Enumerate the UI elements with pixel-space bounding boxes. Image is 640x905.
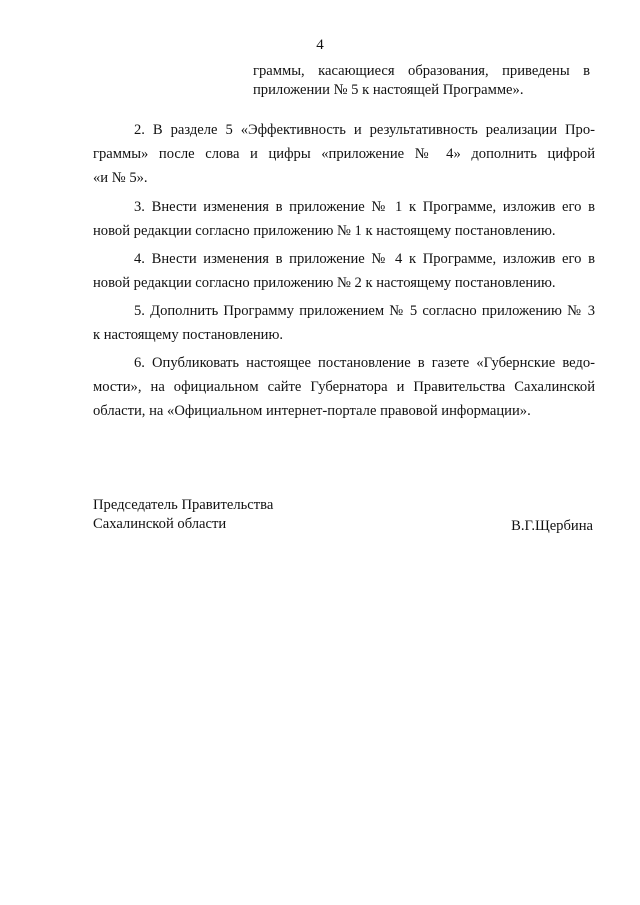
paragraph-line: к настоящему постановлению. xyxy=(93,327,284,343)
paragraph-line: 6. Опубликовать настоящее постановление в газете «Губернские ведо- xyxy=(134,355,595,371)
paragraph-item-3 xyxy=(93,198,595,241)
paragraph-line: граммы» после слова и цифры «приложение № 4» дополнить цифрой xyxy=(93,146,595,162)
signature-block xyxy=(93,496,593,534)
paragraph-item-6 xyxy=(93,354,595,421)
paragraph-item-2 xyxy=(93,121,595,188)
continuation-text xyxy=(253,62,590,100)
signatory-name: В.Г.Щербина xyxy=(511,518,593,534)
signatory-region: Сахалинской области xyxy=(93,516,227,532)
paragraph-line: мости», на официальном сайте Губернатора и Правительства Сахалинской xyxy=(93,379,595,395)
signatory-position: Председатель Правительства xyxy=(93,497,274,513)
paragraph-line: 4. Внести изменения в приложение № 4 к Программе, изложив его в xyxy=(134,251,595,267)
paragraph-line: 5. Дополнить Программу приложением № 5 согласно приложению № 3 xyxy=(134,303,595,319)
paragraph-line: 2. В разделе 5 «Эффективность и результативность реализации Про- xyxy=(134,122,595,138)
paragraph-item-5 xyxy=(93,302,595,345)
paragraph-line: «и № 5». xyxy=(93,170,148,186)
paragraph-line: 3. Внести изменения в приложение № 1 к Программе, изложив его в xyxy=(134,199,595,215)
paragraph-line: новой редакции согласно приложению № 1 к настоящему постановлению. xyxy=(93,223,556,239)
paragraph-line: области, на «Официальном интернет-портале правовой информации». xyxy=(93,403,531,419)
page-number: 4 xyxy=(316,37,324,53)
paragraph-line: новой редакции согласно приложению № 2 к настоящему постановлению. xyxy=(93,275,556,291)
continuation-line: приложении № 5 к настоящей Программе». xyxy=(253,82,524,98)
continuation-line: граммы, касающиеся образования, приведены в xyxy=(253,63,590,79)
paragraph-item-4 xyxy=(93,250,595,293)
